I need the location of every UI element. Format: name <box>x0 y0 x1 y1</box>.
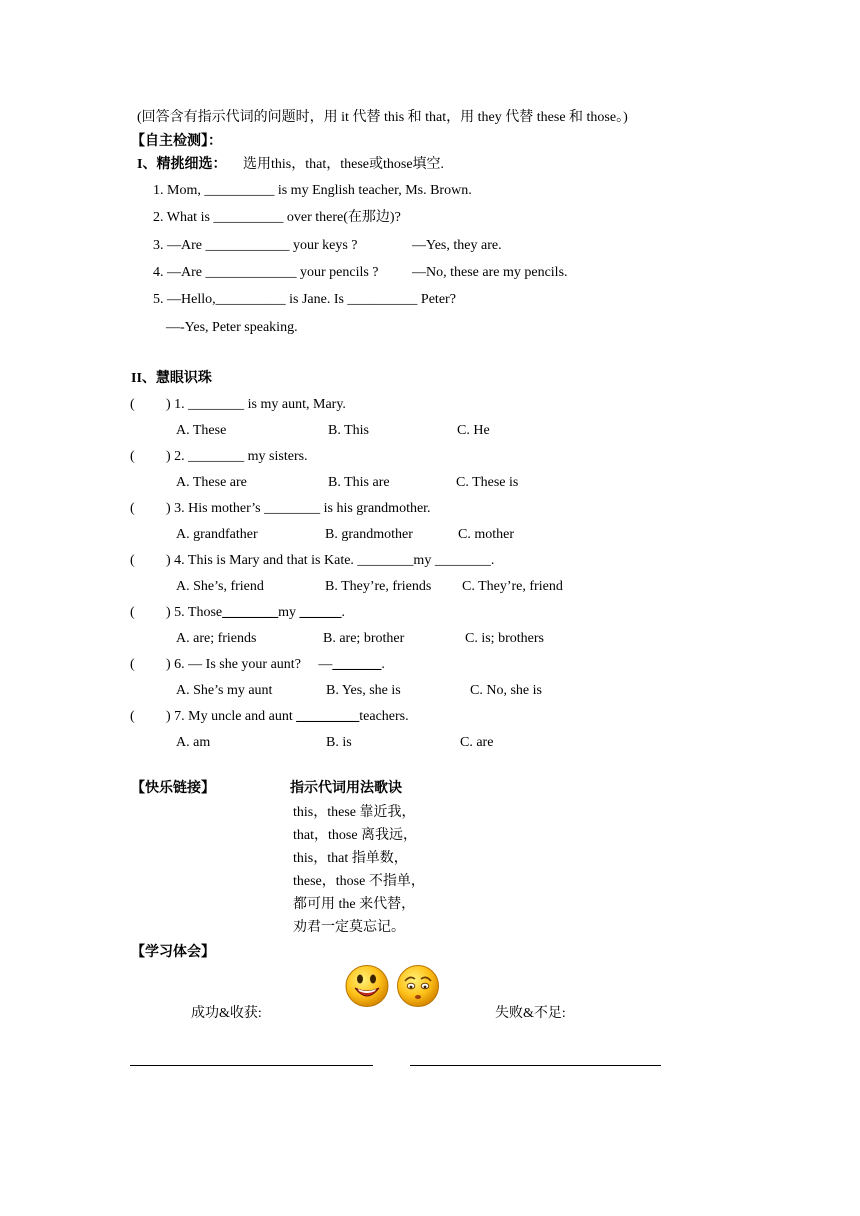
self-check-heading: 【自主检测】： <box>131 134 222 149</box>
success-label: 成功&收获: <box>191 1006 262 1021</box>
answer-paren: ( <box>130 657 135 672</box>
option-c: C. He <box>457 423 490 438</box>
fill-item-4: 4. —Are _____________ your pencils ? <box>153 265 379 280</box>
part1-title: I、精挑细选： <box>137 157 227 172</box>
fill-answer-4: —No, these are my pencils. <box>412 265 568 280</box>
option-b: B. grandmother <box>325 527 413 542</box>
option-c: C. are <box>460 735 494 750</box>
question-6: ) 6. — Is she your aunt? —_______. <box>166 657 385 672</box>
option-a: A. She’s my aunt <box>176 683 273 698</box>
success-write-line <box>130 1065 373 1066</box>
option-b: B. They’re, friends <box>325 579 432 594</box>
option-c: C. They’re, friend <box>462 579 563 594</box>
option-b: B. This <box>328 423 369 438</box>
fill-item-3: 3. —Are ____________ your keys ? <box>153 238 358 253</box>
answer-paren: ( <box>130 553 135 568</box>
option-b: B. is <box>326 735 352 750</box>
failure-label: 失败&不足: <box>495 1006 566 1021</box>
question-7: ) 7. My uncle and aunt _________teachers. <box>166 709 409 724</box>
answer-paren: ( <box>130 449 135 464</box>
option-a: A. These <box>176 423 227 438</box>
option-c: C. mother <box>458 527 514 542</box>
question-4: ) 4. This is Mary and that is Kate. ________my ________. <box>166 553 495 568</box>
question-2: ) 2. ________ my sisters. <box>166 449 308 464</box>
answer-paren: ( <box>130 501 135 516</box>
note-line: (回答含有指示代词的问题时，用 it 代替 this 和 that，用 they 代替 these 和 those。) <box>137 110 628 125</box>
option-c: C. These is <box>456 475 519 490</box>
fill-answer-3: —Yes, they are. <box>412 238 502 253</box>
fill-item-1: 1. Mom, __________ is my English teacher, Ms. Brown. <box>153 183 472 198</box>
part2-title: II、慧眼识珠 <box>131 371 212 386</box>
part1-instruction: 选用this，that，these或those填空. <box>243 157 445 172</box>
reflection-heading: 【学习体会】 <box>131 945 215 960</box>
option-b: B. Yes, she is <box>326 683 401 698</box>
answer-paren: ( <box>130 397 135 412</box>
option-a: A. am <box>176 735 211 750</box>
rhyme-line: this，that 指单数， <box>293 851 408 866</box>
rhyme-line: 劝君一定莫忘记。 <box>293 920 405 935</box>
question-5: ) 5. Those________my ______. <box>166 605 346 620</box>
option-b: B. are; brother <box>323 631 405 646</box>
rhyme-line: this，these 靠近我， <box>293 805 416 820</box>
fill-item-5-reply: —-Yes, Peter speaking. <box>166 320 298 335</box>
option-a: A. These are <box>176 475 247 490</box>
option-c: C. is; brothers <box>465 631 544 646</box>
fill-item-5: 5. —Hello,__________ is Jane. Is __________ Peter? <box>153 292 456 307</box>
answer-paren: ( <box>130 605 135 620</box>
option-c: C. No, she is <box>470 683 542 698</box>
fill-item-2: 2. What is __________ over there(在那边)? <box>153 210 401 225</box>
failure-write-line <box>410 1065 661 1066</box>
option-a: A. grandfather <box>176 527 258 542</box>
question-3: ) 3. His mother’s ________ is his grandmother. <box>166 501 431 516</box>
rhyme-title: 指示代词用法歌诀 <box>290 781 402 796</box>
answer-paren: ( <box>130 709 135 724</box>
rhyme-line: 都可用 the 来代替， <box>293 897 416 912</box>
option-a: A. She’s, friend <box>176 579 264 594</box>
happy-face-icon <box>344 964 390 1008</box>
option-a: A. are; friends <box>176 631 257 646</box>
question-1: ) 1. ________ is my aunt, Mary. <box>166 397 346 412</box>
sad-face-icon <box>396 964 440 1008</box>
rhyme-line: that，those 离我远， <box>293 828 418 843</box>
link-heading: 【快乐链接】 <box>131 781 215 796</box>
option-b: B. This are <box>328 475 390 490</box>
rhyme-line: these，those 不指单， <box>293 874 425 889</box>
